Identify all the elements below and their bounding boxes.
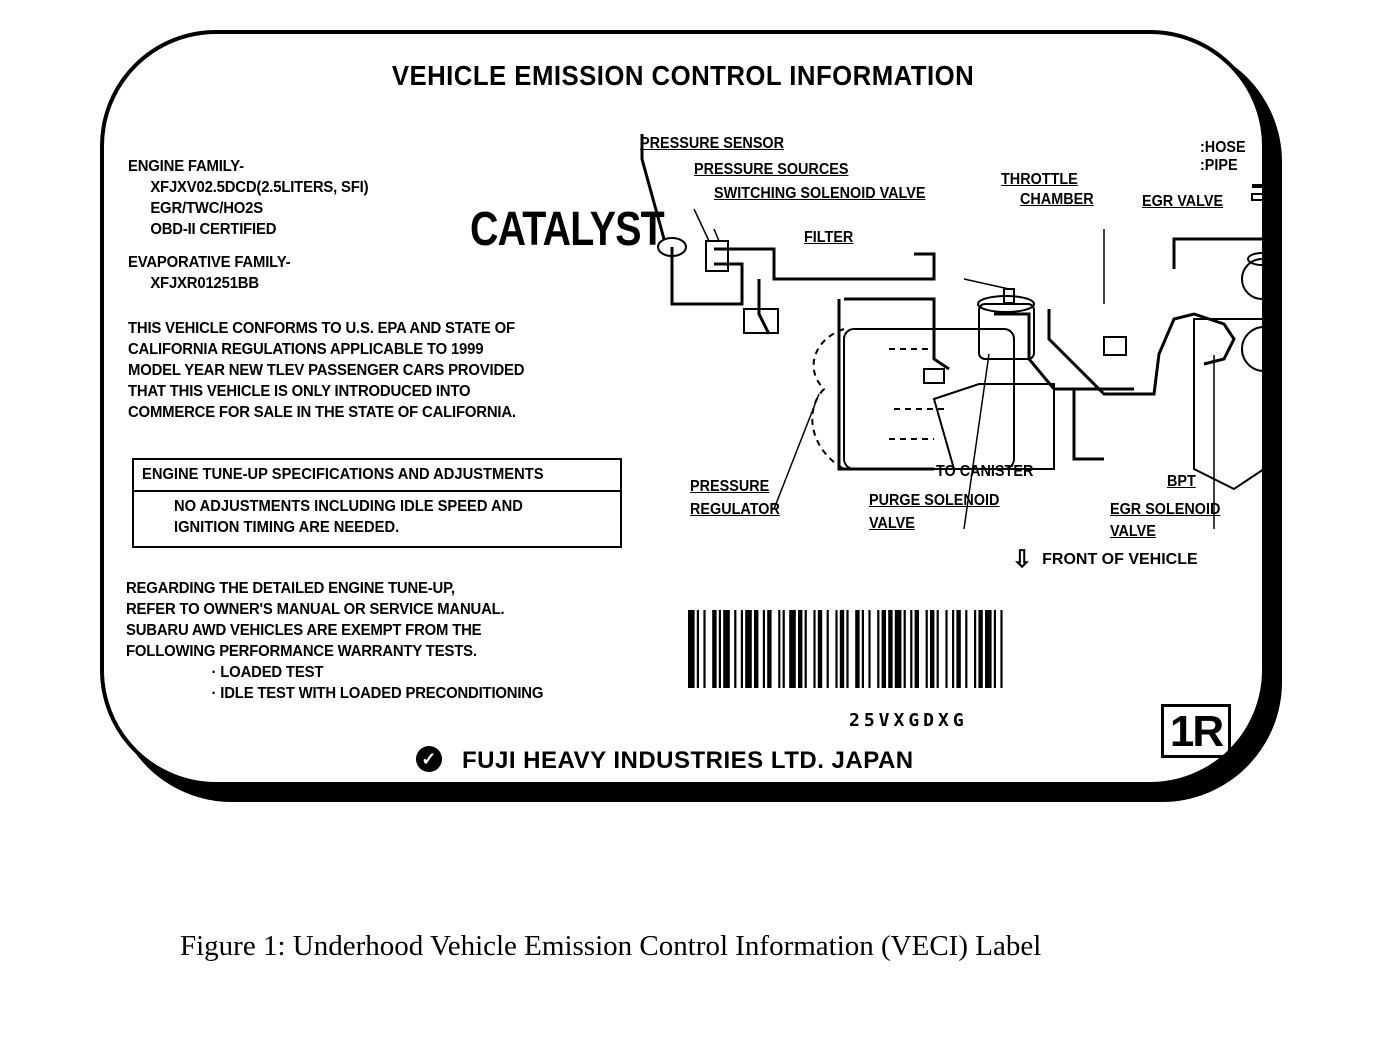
barcode-bar (767, 610, 771, 688)
barcode (688, 610, 1140, 688)
test-item: · LOADED TEST (211, 664, 324, 681)
engine-family-line: OBD-II CERTIFIED (150, 221, 277, 238)
barcode-bar (877, 610, 879, 688)
test-item: · IDLE TEST WITH LOADED PRECONDITIONING (211, 685, 544, 702)
exhaust-manifold (1194, 319, 1264, 489)
barcode-bar (846, 610, 848, 688)
purge-solenoid-body (924, 369, 944, 383)
barcode-bar (778, 610, 780, 688)
hose-legend-swatch (1252, 184, 1264, 188)
engine-family-line: XFJXV02.5DCD(2.5LITERS, SFI) (150, 179, 369, 196)
barcode-bar (818, 610, 822, 688)
regarding-line: FOLLOWING PERFORMANCE WARRANTY TESTS. (126, 643, 477, 660)
conformance-line: MODEL YEAR NEW TLEV PASSENGER CARS PROVIDED (128, 362, 525, 379)
barcode-bar (805, 610, 807, 688)
callout-filter (964, 279, 1009, 289)
pressure-label: PRESSURE (690, 478, 770, 495)
barcode-bar (952, 610, 954, 688)
barcode-text: 25VXGDXG (849, 710, 968, 731)
intake-manifold (844, 329, 1014, 469)
callout-switching (714, 229, 719, 241)
regarding-line: REGARDING THE DETAILED ENGINE TUNE-UP, (126, 580, 455, 597)
solenoid-body (706, 241, 728, 271)
evaporative-family-line: XFJXR01251BB (150, 275, 259, 292)
barcode-bar (978, 610, 982, 688)
conformance-line: THAT THIS VEHICLE IS ONLY INTRODUCED INTO (128, 383, 471, 400)
barcode-bar (712, 610, 716, 688)
barcode-bar (910, 610, 912, 688)
throttle-label: THROTTLE (1001, 171, 1078, 188)
barcode-bar (835, 610, 837, 688)
down-arrow-icon: ⇩ (1012, 546, 1033, 573)
barcode-bar (882, 610, 886, 688)
evaporative-family-block (128, 252, 290, 294)
label-code-box: 1R (1161, 704, 1231, 758)
regulator-label: REGULATOR (690, 501, 780, 518)
evaporative-family-heading: EVAPORATIVE FAMILY- (128, 254, 291, 271)
barcode-bar (741, 610, 743, 688)
barcode-bar (855, 610, 859, 688)
engine-family-block (128, 156, 368, 240)
manufacturer-logo-icon: ✓ (416, 746, 442, 772)
purge-solenoid-label: PURGE SOLENOID (869, 492, 1000, 509)
purge-valve-label: VALVE (869, 515, 915, 532)
barcode-bar (697, 610, 699, 688)
front-of-vehicle-label: FRONT OF VEHICLE (1042, 551, 1198, 568)
egr-solenoid-label: EGR SOLENOID (1110, 501, 1221, 518)
barcode-bar (945, 610, 947, 688)
purge-hose (844, 299, 949, 369)
to-canister-label: TO CANISTER (936, 463, 1034, 480)
pipe-legend-label: :PIPE (1200, 157, 1238, 174)
barcode-bar (827, 610, 829, 688)
barcode-bar (813, 610, 815, 688)
tune-up-line: IGNITION TIMING ARE NEEDED. (174, 519, 400, 536)
engine-dashed-inner (889, 349, 944, 439)
barcode-bar (688, 610, 695, 688)
barcode-bar (937, 610, 939, 688)
label-title: VEHICLE EMISSION CONTROL INFORMATION (391, 60, 975, 91)
barcode-bar (974, 610, 976, 688)
veci-label (100, 30, 1266, 786)
conformance-statement (128, 318, 524, 423)
front-hose (1074, 389, 1104, 459)
barcode-bar (994, 610, 996, 688)
bpt-body (1242, 327, 1264, 371)
barcode-bar (868, 610, 870, 688)
chamber-label: CHAMBER (1020, 191, 1094, 208)
pressure-sensor-label: PRESSURE SENSOR (640, 135, 785, 152)
egr-hose (1049, 309, 1234, 394)
barcode-bar (1000, 610, 1002, 688)
barcode-bar (783, 610, 785, 688)
hose-legend-label: :HOSE (1200, 139, 1246, 156)
barcode-bar (915, 610, 919, 688)
callout-regulator (774, 394, 819, 509)
egr-valve-label: EGR VALVE (1142, 193, 1224, 210)
front-of-vehicle (1012, 542, 1198, 571)
manufacturer-name: FUJI HEAVY INDUSTRIES LTD. JAPAN (462, 747, 914, 774)
regarding-line: REFER TO OWNER'S MANUAL OR SERVICE MANUAL. (126, 601, 505, 618)
figure-caption: Figure 1: Underhood Vehicle Emission Control Information (VECI) Label (180, 930, 1042, 962)
bpt-label: BPT (1167, 473, 1196, 490)
callout-sources (694, 209, 709, 241)
regarding-line: SUBARU AWD VEHICLES ARE EXEMPT FROM THE (126, 622, 482, 639)
barcode-bar (888, 610, 892, 688)
egr-solenoid-valve-label: VALVE (1110, 523, 1156, 540)
engine-family-heading: ENGINE FAMILY- (128, 158, 244, 175)
conformance-line: COMMERCE FOR SALE IN THE STATE OF CALIFORNIA. (128, 404, 516, 421)
regulator-hose (759, 279, 769, 334)
barcode-bar (723, 610, 730, 688)
regarding-block (126, 578, 543, 704)
hose-pipe-legend (1252, 184, 1264, 200)
barcode-bar (895, 610, 902, 688)
barcode-bar (754, 610, 758, 688)
barcode-bar (745, 610, 752, 688)
barcode-bar (956, 610, 960, 688)
barcode-bar (734, 610, 736, 688)
intake-plenum (934, 384, 1054, 469)
barcode-bar (763, 610, 765, 688)
barcode-bar (703, 610, 705, 688)
switching-solenoid-label: SWITCHING SOLENOID VALVE (714, 185, 926, 202)
engine-family-line: EGR/TWC/HO2S (150, 200, 264, 217)
filter-hose (714, 249, 934, 279)
filter-label: FILTER (804, 229, 854, 246)
barcode-bar (862, 610, 864, 688)
tune-up-line: NO ADJUSTMENTS INCLUDING IDLE SPEED AND (174, 498, 523, 515)
conformance-line: THIS VEHICLE CONFORMS TO U.S. EPA AND STATE OF (128, 320, 515, 337)
barcode-bar (926, 610, 928, 688)
barcode-bar (985, 610, 992, 688)
barcode-bar (965, 610, 967, 688)
pressure-sources-label: PRESSURE SOURCES (694, 161, 849, 178)
barcode-bar (840, 610, 844, 688)
conformance-line: CALIFORNIA REGULATIONS APPLICABLE TO 1999 (128, 341, 484, 358)
barcode-bar (798, 610, 802, 688)
pipe-legend-swatch (1252, 194, 1264, 200)
egr-pipe (1174, 239, 1264, 269)
manufacturer (416, 747, 914, 775)
barcode-bar (904, 610, 906, 688)
tune-up-body (134, 492, 620, 538)
tune-up-spec-box (132, 458, 622, 548)
manifold-outline (839, 299, 934, 469)
barcode-bar (930, 610, 934, 688)
barcode-bar (789, 610, 796, 688)
barcode-bar (719, 610, 721, 688)
egr-solenoid-body (1104, 337, 1126, 355)
tune-up-heading: ENGINE TUNE-UP SPECIFICATIONS AND ADJUSTMENTS (134, 460, 620, 492)
catalyst-text: CATALYST (470, 203, 664, 256)
